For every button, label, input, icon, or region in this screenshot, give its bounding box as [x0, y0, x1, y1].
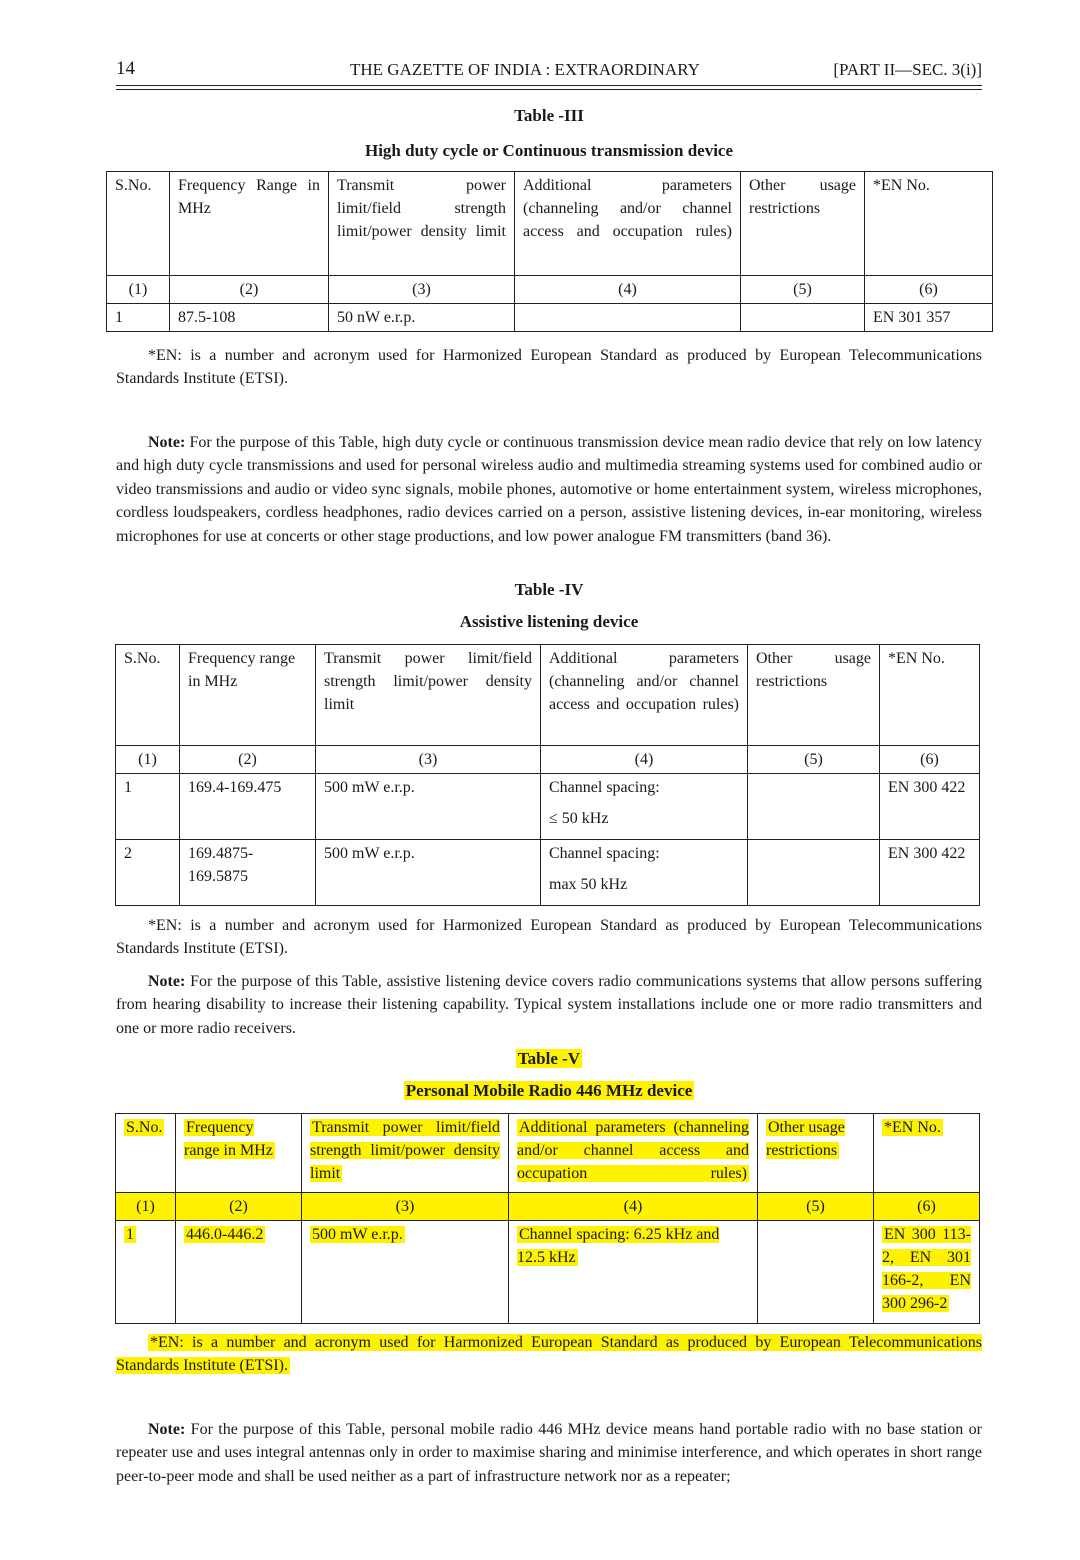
- header-cell: Frequency range in MHz: [176, 1114, 302, 1193]
- header-cell: *EN No.: [865, 172, 993, 276]
- column-number: (3): [329, 276, 515, 304]
- table5-note: Note: For the purpose of this Table, personal mobile radio 446 MHz device means hand portable radio with no base station or repeater use and uses integral antennas only in order to maximise sharing and minimise interference, and which operates in short range peer-to-peer mode and shall be used neither as a part of infrastructure network nor as a repeater;: [116, 1421, 982, 1485]
- table3-caption: High duty cycle or Continuous transmission device: [364, 141, 734, 160]
- table-cell: 169.4-169.475: [180, 774, 316, 840]
- table-cell: 87.5-108: [170, 304, 329, 332]
- table5-label: Table -V: [517, 1049, 581, 1068]
- header-cell: S.No.: [116, 645, 180, 746]
- column-number: (3): [316, 746, 541, 774]
- table-cell: 169.4875-169.5875: [180, 840, 316, 906]
- table-cell: 500 mW e.r.p.: [316, 840, 541, 906]
- column-number: (6): [874, 1193, 980, 1221]
- table-cell: 446.0-446.2: [176, 1221, 302, 1324]
- table3-footnote: *EN: is a number and acronym used for Harmonized European Standard as produced by European Telecommunications Standards Institute (ETSI).: [116, 347, 982, 388]
- table-cell: 2: [116, 840, 180, 906]
- table-cell: 50 nW e.r.p.: [329, 304, 515, 332]
- header-rule: [116, 85, 982, 86]
- column-number: (4): [509, 1193, 758, 1221]
- header-cell: Frequency range in MHz: [180, 645, 316, 746]
- note-label: Note:: [148, 973, 186, 990]
- header-cell: *EN No.: [874, 1114, 980, 1193]
- header-cell: Additional parameters (channeling and/or channel access and occupation rules): [541, 645, 748, 746]
- column-number: (2): [170, 276, 329, 304]
- header-cell: Frequency Range in MHz: [170, 172, 329, 276]
- table-header-row: [116, 1114, 980, 1193]
- column-number: (4): [515, 276, 741, 304]
- table3-note: Note: For the purpose of this Table, high duty cycle or continuous transmission device mean radio device that rely on low latency and high duty cycle transmissions and used for personal wireless audio and multimedia streaming systems used for combined audio or video transmissions and audio or video sync signals, mobile phones, automotive or home entertainment system, wireless microphones, cordless loudspeakers, cordless headphones, radio devices carried on a person, assistive listening devices, in-ear monitoring, wireless microphones for use at concerts or other stage productions, and low power analogue FM transmitters (band 36).: [116, 434, 983, 545]
- table4: [115, 644, 980, 906]
- table-cell: 1: [116, 774, 180, 840]
- header-cell: Transmit power limit/field strength limit/power density limit: [316, 645, 541, 746]
- table-cell: Channel spacing: 6.25 kHz and 12.5 kHz: [509, 1221, 758, 1324]
- table-cell: 500 mW e.r.p.: [316, 774, 541, 840]
- column-number: (1): [107, 276, 170, 304]
- column-number: (4): [541, 746, 748, 774]
- table-header-row: [107, 172, 993, 276]
- table-cell: Channel spacing: ≤ 50 kHz: [541, 774, 748, 840]
- table-header-row: [116, 645, 980, 746]
- table5-footnote: *EN: is a number and acronym used for Harmonized European Standard as produced by European Telecommunications Standards Institute (ETSI).: [116, 1334, 982, 1375]
- table-cell: [515, 304, 741, 332]
- table-row: [116, 774, 980, 840]
- column-number: (2): [180, 746, 316, 774]
- column-number: (1): [116, 746, 180, 774]
- header-cell: Additional parameters (channeling and/or channel access and occupation rules): [509, 1114, 758, 1193]
- table4-label: Table -IV: [514, 580, 584, 599]
- table-row: [116, 840, 980, 906]
- table-cell: 500 mW e.r.p.: [302, 1221, 509, 1324]
- page-number: 14: [116, 58, 135, 79]
- header-cell: *EN No.: [880, 645, 980, 746]
- header-cell: Transmit power limit/field strength limit/power density limit: [329, 172, 515, 276]
- header-cell: Transmit power limit/field strength limit/power density limit: [302, 1114, 509, 1193]
- column-number: (3): [302, 1193, 509, 1221]
- column-number: (1): [116, 1193, 176, 1221]
- table-cell: 1: [107, 304, 170, 332]
- table-cell: Channel spacing: max 50 kHz: [541, 840, 748, 906]
- column-number: (5): [748, 746, 880, 774]
- table-cell: EN 300 422: [880, 774, 980, 840]
- table-cell: [758, 1221, 874, 1324]
- table4-note: Note: For the purpose of this Table, assistive listening device covers radio communications systems that allow persons suffering from hearing disability to increase their listening capability. Typical system installations include one or more radio transmitters and one or more radio receivers.: [116, 973, 983, 1037]
- table4-caption: Assistive listening device: [459, 612, 639, 631]
- table3: [106, 171, 993, 332]
- table-cell: EN 300 422: [880, 840, 980, 906]
- table-row: [116, 1221, 980, 1324]
- column-number-row: [116, 1193, 980, 1221]
- note-label: Note:: [148, 434, 186, 451]
- header-rule: [116, 89, 982, 90]
- table4-footnote: *EN: is a number and acronym used for Harmonized European Standard as produced by European Telecommunications Standards Institute (ETSI).: [116, 917, 982, 958]
- table5-caption: Personal Mobile Radio 446 MHz device: [405, 1081, 693, 1100]
- table5: [115, 1113, 980, 1324]
- column-number: (6): [880, 746, 980, 774]
- table-cell: [748, 774, 880, 840]
- column-number: (2): [176, 1193, 302, 1221]
- table-cell: EN 301 357: [865, 304, 993, 332]
- column-number: (5): [758, 1193, 874, 1221]
- table-row: [107, 304, 993, 332]
- table-cell: EN 300 113-2, EN 301 166-2, EN 300 296-2: [874, 1221, 980, 1324]
- table-cell: [741, 304, 865, 332]
- column-number: (6): [865, 276, 993, 304]
- publication-title: THE GAZETTE OF INDIA : EXTRAORDINARY: [350, 60, 700, 79]
- header-cell: Additional parameters (channeling and/or channel access and occupation rules): [515, 172, 741, 276]
- header-cell: S.No.: [116, 1114, 176, 1193]
- note-label: Note:: [148, 1421, 186, 1438]
- header-cell: Other usage restrictions: [741, 172, 865, 276]
- table-cell: 1: [116, 1221, 176, 1324]
- table3-label: Table -III: [514, 106, 584, 125]
- header-cell: S.No.: [107, 172, 170, 276]
- header-cell: Other usage restrictions: [758, 1114, 874, 1193]
- section-label: [PART II—SEC. 3(i)]: [833, 60, 982, 79]
- column-number-row: [116, 746, 980, 774]
- column-number-row: [107, 276, 993, 304]
- column-number: (5): [741, 276, 865, 304]
- table-cell: [748, 840, 880, 906]
- page-header: [116, 58, 982, 84]
- header-cell: Other usage restrictions: [748, 645, 880, 746]
